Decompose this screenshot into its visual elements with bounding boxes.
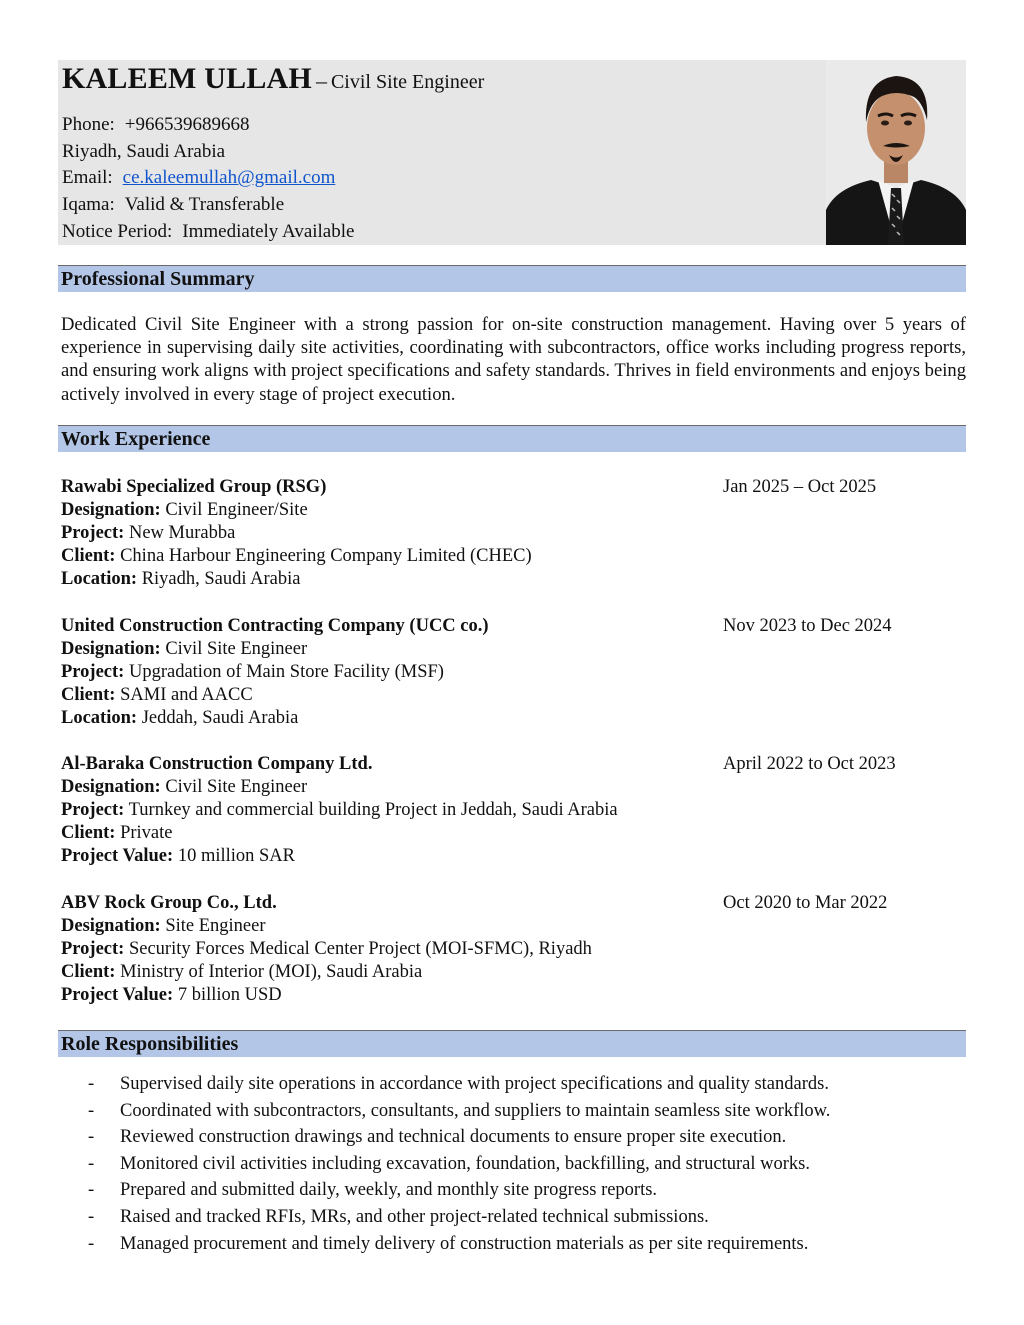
- job-row-label: Location:: [61, 708, 138, 728]
- iqama-value: Valid & Transferable: [124, 194, 285, 216]
- bullet-dash: -: [88, 1180, 95, 1201]
- list-item-text: Supervised daily site operations in accordance with project specifications and quality standards.: [120, 1074, 829, 1094]
- email-link[interactable]: ce.kaleemullah@gmail.com: [122, 167, 336, 189]
- notice-label: Notice Period:: [62, 220, 173, 242]
- job-row-value: Jeddah, Saudi Arabia: [141, 708, 299, 728]
- list-item-text: Raised and tracked RFIs, MRs, and other project-related technical submissions.: [120, 1206, 709, 1227]
- job-row-value: 7 billion USD: [177, 985, 282, 1005]
- location-line: Riyadh, Saudi Arabia: [62, 140, 226, 162]
- section-header-responsibilities: [58, 1030, 966, 1057]
- bullet-dash: -: [88, 1100, 95, 1121]
- job-row: [61, 822, 966, 845]
- section-title-responsibilities: Role Responsibilities: [61, 1033, 239, 1055]
- summary-text: Dedicated Civil Site Engineer with a strong passion for on-site construction management. Having over 5 years of experience in supervising daily site activities, coordinating with subcontractors, office works including progress reports, and ensuring work aligns with project specifications and safety standards. Thrives in field environments and enjoys being actively involved in every stage of project execution.: [61, 314, 966, 405]
- job-row-value: Civil Site Engineer: [165, 639, 308, 659]
- bullet-dash: -: [88, 1074, 95, 1094]
- job-row: [61, 545, 966, 568]
- job-entry: [61, 615, 966, 730]
- job-row-value: Riyadh, Saudi Arabia: [141, 569, 301, 589]
- section-header-summary: [58, 265, 966, 292]
- list-item-text: Prepared and submitted daily, weekly, and monthly site progress reports.: [120, 1180, 658, 1201]
- job-row: [61, 984, 966, 1007]
- section-header-experience: [58, 425, 966, 452]
- job-row-label: Designation:: [61, 500, 161, 520]
- phone-value: +966539689668: [124, 114, 250, 135]
- job-row: [61, 499, 966, 522]
- bullet-dash: -: [88, 1127, 95, 1148]
- job-row-label: Project:: [61, 800, 125, 820]
- job-row: [61, 522, 966, 545]
- job-dates: Jan 2025 – Oct 2025: [723, 477, 877, 497]
- responsibilities-list: [88, 1071, 830, 1257]
- job-row: [61, 938, 966, 961]
- job-title: Civil Site Engineer: [330, 71, 485, 93]
- job-row-value: Turnkey and commercial building Project in Jeddah, Saudi Arabia: [128, 800, 618, 820]
- job-company: Al-Baraka Construction Company Ltd.: [61, 754, 373, 774]
- list-item: [88, 1098, 830, 1125]
- list-item: [88, 1177, 830, 1204]
- profile-photo: [826, 60, 966, 245]
- job-row: [61, 638, 966, 661]
- job-row-label: Designation:: [61, 639, 161, 659]
- job-row: [61, 961, 966, 984]
- title-separator: –: [315, 68, 327, 93]
- notice-line: [62, 219, 354, 246]
- contact-info: [62, 112, 354, 246]
- job-entry: [61, 476, 966, 591]
- job-row: [61, 776, 966, 799]
- job-row-label: Client:: [61, 546, 116, 566]
- job-row-label: Designation:: [61, 777, 161, 797]
- job-row-value: China Harbour Engineering Company Limited (CHEC): [120, 546, 532, 566]
- job-row: [61, 707, 966, 730]
- list-item: [88, 1071, 830, 1098]
- job-row: [61, 799, 966, 822]
- iqama-line: [62, 192, 354, 219]
- job-dates: Oct 2020 to Mar 2022: [723, 893, 888, 913]
- job-row: [61, 684, 966, 707]
- job-row: [61, 845, 966, 868]
- profile-photo-illustration: [826, 60, 966, 245]
- email-label: Email:: [62, 167, 113, 189]
- job-row-value: Civil Engineer/Site: [165, 500, 308, 520]
- phone-line: [62, 112, 354, 139]
- list-item: [88, 1124, 830, 1151]
- job-row: [61, 661, 966, 684]
- candidate-name: KALEEM ULLAH: [62, 62, 312, 95]
- job-row-label: Project:: [61, 523, 125, 543]
- email-line: [62, 165, 354, 192]
- list-item-text: Reviewed construction drawings and technical documents to ensure proper site execution.: [120, 1127, 787, 1148]
- phone-label: Phone:: [62, 114, 115, 135]
- job-row-value: Civil Site Engineer: [165, 777, 308, 797]
- job-row: [61, 568, 966, 591]
- list-item-text: Monitored civil activities including excavation, foundation, backfilling, and structural works.: [120, 1153, 810, 1174]
- job-row-value: Private: [120, 823, 173, 843]
- job-row-value: SAMI and AACC: [120, 685, 253, 705]
- job-entry: [61, 892, 966, 1007]
- list-item-text: Managed procurement and timely delivery of construction materials as per site requirements.: [120, 1233, 809, 1254]
- list-item: [88, 1231, 830, 1258]
- job-row-label: Project Value:: [61, 846, 174, 866]
- section-title-experience: Work Experience: [61, 428, 211, 450]
- job-dates: Nov 2023 to Dec 2024: [723, 616, 892, 636]
- job-row-label: Client:: [61, 823, 116, 843]
- job-row: [61, 915, 966, 938]
- bullet-dash: -: [88, 1206, 95, 1227]
- job-row-value: Security Forces Medical Center Project (MOI-SFMC), Riyadh: [128, 939, 592, 959]
- job-row-label: Location:: [61, 569, 138, 589]
- job-row-label: Project:: [61, 662, 125, 682]
- name-line: [62, 62, 484, 96]
- job-row-label: Project:: [61, 939, 125, 959]
- section-title-summary: Professional Summary: [61, 268, 255, 290]
- job-company: Rawabi Specialized Group (RSG): [61, 477, 327, 497]
- job-entry: [61, 753, 966, 868]
- job-row-value: Ministry of Interior (MOI), Saudi Arabia: [120, 962, 423, 982]
- job-row-label: Designation:: [61, 916, 161, 936]
- bullet-dash: -: [88, 1233, 95, 1254]
- job-row-label: Project Value:: [61, 985, 174, 1005]
- list-item-text: Coordinated with subcontractors, consultants, and suppliers to maintain seamless site workflow.: [120, 1100, 831, 1121]
- bullet-dash: -: [88, 1153, 95, 1174]
- job-company: ABV Rock Group Co., Ltd.: [61, 893, 277, 913]
- list-item: [88, 1204, 830, 1231]
- job-row-value: Site Engineer: [165, 916, 266, 936]
- list-item: [88, 1151, 830, 1178]
- job-row-label: Client:: [61, 685, 116, 705]
- job-row-value: 10 million SAR: [177, 846, 296, 866]
- job-dates: April 2022 to Oct 2023: [723, 754, 896, 774]
- job-row-value: Upgradation of Main Store Facility (MSF): [128, 662, 444, 682]
- job-company: United Construction Contracting Company (UCC co.): [61, 616, 489, 636]
- job-row-value: New Murabba: [128, 523, 236, 543]
- header-block: [58, 60, 966, 245]
- iqama-label: Iqama:: [62, 194, 115, 216]
- notice-value: Immediately Available: [182, 220, 355, 242]
- job-row-label: Client:: [61, 962, 116, 982]
